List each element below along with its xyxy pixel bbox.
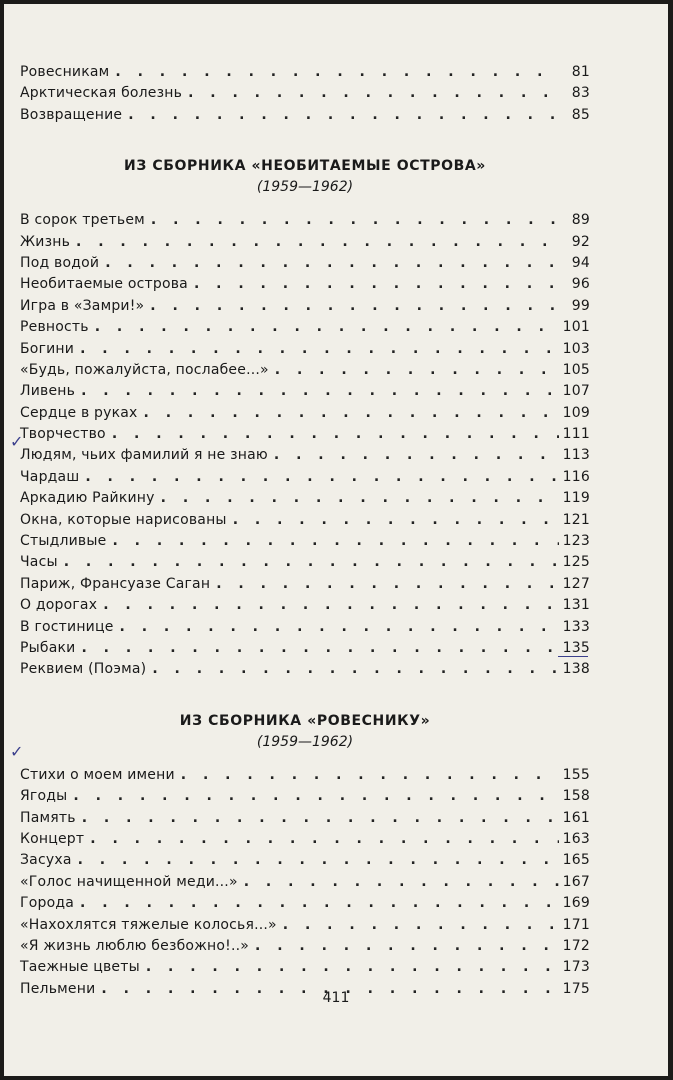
leader-dots bbox=[161, 488, 559, 509]
leader-dots bbox=[103, 595, 558, 616]
leader-dots bbox=[233, 510, 559, 531]
leader-dots bbox=[80, 893, 559, 914]
entry-page: 107 bbox=[562, 383, 590, 400]
leader-dots bbox=[146, 957, 559, 978]
entry-page: 85 bbox=[571, 106, 590, 123]
toc-entry bbox=[20, 467, 590, 488]
leader-dots bbox=[255, 936, 559, 957]
leader-dots bbox=[283, 915, 559, 936]
entry-title: Пельмени bbox=[20, 980, 96, 997]
toc-entry bbox=[20, 936, 590, 957]
toc-entry bbox=[20, 360, 590, 381]
leader-dots bbox=[81, 638, 558, 659]
entry-title: О дорогах bbox=[20, 597, 98, 614]
toc-entry bbox=[20, 893, 590, 914]
toc-entry bbox=[20, 829, 590, 850]
toc-entry bbox=[20, 403, 590, 424]
toc-entry bbox=[20, 510, 590, 531]
leader-dots bbox=[95, 317, 559, 338]
leader-dots bbox=[78, 850, 559, 871]
section-years: (1959—1962) bbox=[256, 733, 354, 750]
entry-title: Возвращение bbox=[20, 106, 123, 123]
entry-page: 123 bbox=[562, 533, 590, 550]
entry-page: 172 bbox=[562, 937, 590, 954]
entry-page: 103 bbox=[562, 340, 590, 357]
entry-page: 138 bbox=[562, 661, 590, 678]
entry-title: В сорок третьем bbox=[20, 212, 145, 229]
toc-entry bbox=[20, 872, 590, 893]
toc-entry bbox=[20, 617, 590, 638]
leader-dots bbox=[90, 829, 558, 850]
toc-entry bbox=[20, 957, 590, 978]
leader-dots bbox=[85, 467, 558, 488]
entry-title: Реквием (Поэма) bbox=[20, 661, 147, 678]
entry-title: Стихи о моем имени bbox=[20, 766, 175, 783]
entry-title: Стыдливые bbox=[20, 533, 107, 550]
leader-dots bbox=[181, 765, 559, 786]
leader-dots bbox=[188, 83, 560, 104]
entry-page: 133 bbox=[562, 618, 590, 635]
handwritten-check-mark: ✓ bbox=[10, 432, 24, 451]
book-page bbox=[4, 4, 668, 1076]
toc-entry bbox=[20, 445, 590, 466]
leader-dots bbox=[120, 617, 559, 638]
handwritten-underline bbox=[558, 656, 588, 657]
leader-dots bbox=[80, 339, 559, 360]
top-entries bbox=[20, 62, 590, 126]
toc-entry bbox=[20, 915, 590, 936]
handwritten-check-mark: ✓ bbox=[10, 742, 24, 761]
leader-dots bbox=[144, 403, 559, 424]
leader-dots bbox=[81, 381, 559, 402]
entry-page: 89 bbox=[571, 212, 590, 229]
toc-entry bbox=[20, 638, 590, 659]
entry-title: Париж, Франсуазе Саган bbox=[20, 575, 211, 592]
section-heading: ИЗ СБОРНИКА «НЕОБИТАЕМЫЕ ОСТРОВА» bbox=[124, 158, 486, 175]
section-heading: ИЗ СБОРНИКА «РОВЕСНИКУ» bbox=[179, 712, 431, 729]
leader-dots bbox=[152, 659, 558, 680]
leader-dots bbox=[128, 105, 560, 126]
entry-title: «Я жизнь люблю безбожно!..» bbox=[20, 937, 250, 954]
section-entries bbox=[20, 765, 590, 1000]
entry-title: Аркадию Райкину bbox=[20, 490, 155, 507]
entry-title: Игра в «Замри!» bbox=[20, 297, 145, 314]
toc-entry bbox=[20, 83, 590, 104]
entry-page: 169 bbox=[562, 895, 590, 912]
entry-page: 155 bbox=[562, 766, 590, 783]
entry-page: 101 bbox=[562, 319, 590, 336]
toc-entry bbox=[20, 274, 590, 295]
toc-entry bbox=[20, 424, 590, 445]
section-years: (1959—1962) bbox=[256, 179, 354, 196]
page-number: 411 bbox=[322, 990, 350, 1006]
toc-entry bbox=[20, 786, 590, 807]
entry-title: Ревность bbox=[20, 319, 89, 336]
entry-page: 127 bbox=[562, 575, 590, 592]
leader-dots bbox=[151, 210, 560, 231]
toc-entry bbox=[20, 659, 590, 680]
entry-page: 135 bbox=[562, 639, 590, 656]
toc-entry bbox=[20, 253, 590, 274]
toc-entry bbox=[20, 210, 590, 231]
toc-entry bbox=[20, 552, 590, 573]
entry-title: Ливень bbox=[20, 383, 76, 400]
entry-page: 175 bbox=[562, 980, 590, 997]
entry-title: Таежные цветы bbox=[20, 959, 140, 976]
entry-page: 121 bbox=[562, 511, 590, 528]
entry-title: Богини bbox=[20, 340, 75, 357]
entry-title: Засуха bbox=[20, 852, 72, 869]
leader-dots bbox=[73, 786, 558, 807]
entry-page: 165 bbox=[562, 852, 590, 869]
leader-dots bbox=[216, 574, 558, 595]
entry-page: 125 bbox=[562, 554, 590, 571]
entry-title: Память bbox=[20, 809, 76, 826]
entry-title: Рыбаки bbox=[20, 639, 76, 656]
leader-dots bbox=[274, 445, 559, 466]
entry-page: 105 bbox=[562, 361, 590, 378]
entry-title: Города bbox=[20, 895, 75, 912]
entry-title: Необитаемые острова bbox=[20, 276, 188, 293]
toc-entry bbox=[20, 488, 590, 509]
entry-title: Арктическая болезнь bbox=[20, 85, 183, 102]
entry-page: 163 bbox=[562, 830, 590, 847]
entry-page: 83 bbox=[571, 85, 590, 102]
entry-page: 167 bbox=[562, 873, 590, 890]
leader-dots bbox=[244, 872, 559, 893]
toc-entry bbox=[20, 105, 590, 126]
entry-page: 119 bbox=[562, 490, 590, 507]
leader-dots bbox=[76, 232, 560, 253]
leader-dots bbox=[64, 552, 559, 573]
entry-title: Чардаш bbox=[20, 468, 80, 485]
entry-title: Часы bbox=[20, 554, 58, 571]
toc-entry bbox=[20, 232, 590, 253]
toc-entry bbox=[20, 765, 590, 786]
entry-title: «Нахохлятся тяжелые колосья...» bbox=[20, 916, 277, 933]
entry-title: Ровесникам bbox=[20, 64, 110, 80]
entry-page: 99 bbox=[571, 297, 590, 314]
entry-title: Под водой bbox=[20, 254, 100, 271]
leader-dots bbox=[275, 360, 559, 381]
leader-dots bbox=[115, 62, 560, 83]
toc-entry bbox=[20, 296, 590, 317]
leader-dots bbox=[150, 296, 560, 317]
entry-page: 96 bbox=[571, 276, 590, 293]
toc-entry bbox=[20, 531, 590, 552]
section-entries bbox=[20, 210, 590, 681]
entry-page: 111 bbox=[562, 426, 590, 443]
entry-title: Ягоды bbox=[20, 788, 68, 805]
entry-page: 161 bbox=[562, 809, 590, 826]
entry-title: В гостинице bbox=[20, 618, 114, 635]
entry-page: 81 bbox=[571, 64, 590, 80]
toc-entry bbox=[20, 317, 590, 338]
entry-title: «Будь, пожалуйста, послабее...» bbox=[20, 361, 269, 378]
entry-page: 113 bbox=[562, 447, 590, 464]
leader-dots bbox=[112, 531, 558, 552]
toc-entry bbox=[20, 381, 590, 402]
entry-page: 131 bbox=[562, 597, 590, 614]
entry-title: Людям, чьих фамилий я не знаю bbox=[20, 447, 268, 464]
toc-entry bbox=[20, 850, 590, 871]
entry-page: 94 bbox=[571, 254, 590, 271]
leader-dots bbox=[194, 274, 560, 295]
entry-page: 92 bbox=[571, 233, 590, 250]
leader-dots bbox=[105, 253, 560, 274]
entry-title: Концерт bbox=[20, 830, 85, 847]
entry-page: 173 bbox=[562, 959, 590, 976]
leader-dots bbox=[82, 808, 559, 829]
entry-title: Сердце в руках bbox=[20, 404, 138, 421]
toc-entry bbox=[20, 62, 590, 83]
entry-page: 171 bbox=[562, 916, 590, 933]
entry-title: «Голос начищенной меди...» bbox=[20, 873, 238, 890]
entry-page: 116 bbox=[562, 468, 590, 485]
entry-title: Жизнь bbox=[20, 233, 71, 250]
toc-entry bbox=[20, 808, 590, 829]
entry-title: Окна, которые нарисованы bbox=[20, 511, 227, 528]
entry-page: 109 bbox=[562, 404, 590, 421]
toc-entry bbox=[20, 574, 590, 595]
toc-entry bbox=[20, 595, 590, 616]
entry-page: 158 bbox=[562, 788, 590, 805]
entry-title: Творчество bbox=[20, 426, 106, 443]
table-of-contents bbox=[20, 62, 590, 1000]
leader-dots bbox=[112, 424, 559, 445]
toc-entry bbox=[20, 339, 590, 360]
